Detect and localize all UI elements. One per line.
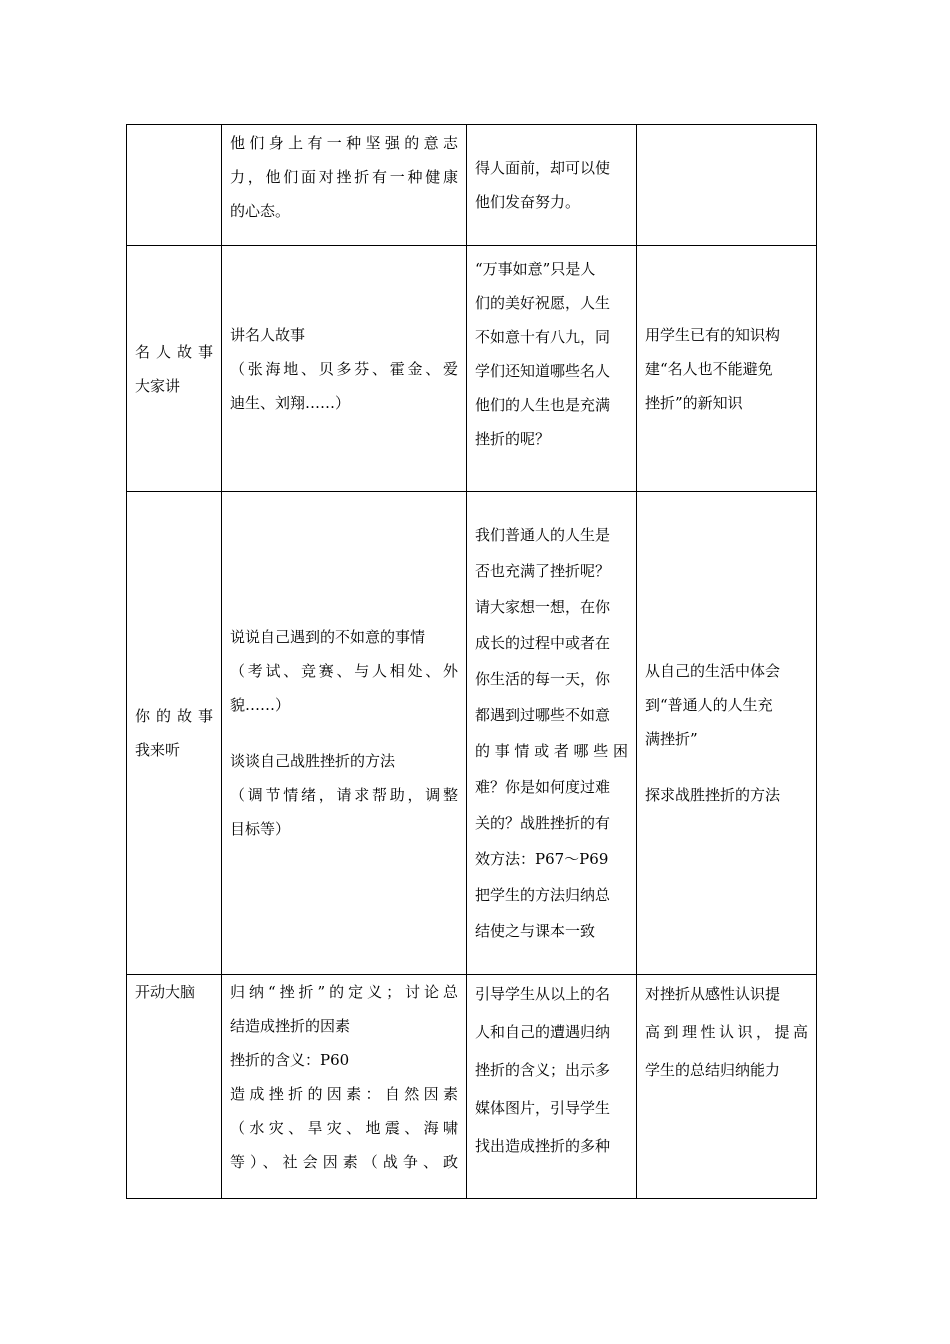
purpose-cell: 用学生已有的知识构 建“名人也不能避免 挫折”的新知识 [637,246,817,492]
guidance-cell: 我们普通人的人生是 否也充满了挫折呢？ 请大家想一想，在你 成长的过程中或者在 你生活的每一天，你 都遇到过哪些不如意 的事情或者哪些困 难？你是如何度过难 关的？战胜挫折的有 效方法：P67～P69 把学生的方法归纳总 结使之与课本一致 [467,492,637,975]
table-row [127,125,817,246]
stage-cell: 名人故事 大家讲 [127,246,222,492]
stage-cell: 开动大脑 [127,975,222,1199]
table-row [127,492,817,975]
activity-cell: 讲名人故事 （张海地、贝多芬、霍金、爱 迪生、刘翔……） [222,246,467,492]
activity-cell: 他们身上有一种坚强的意志 力，他们面对挫折有一种健康 的心态。 [222,125,467,246]
stage-cell: 你的故事 我来听 [127,492,222,975]
table-row [127,246,817,492]
activity-cell: 归纳“挫折”的定义；讨论总 结造成挫折的因素 挫折的含义：P60 造成挫折的因素：自然因素 （水灾、旱灾、地震、海啸 等）、社会因素（战争、政 [222,975,467,1199]
purpose-cell [637,125,817,246]
stage-cell [127,125,222,246]
activity-cell: 说说自己遇到的不如意的事情 （考试、竞赛、与人相处、外 貌……） 谈谈自己战胜挫折的方法 （调节情绪，请求帮助，调整 目标等） [222,492,467,975]
lesson-plan-table [126,124,817,1199]
purpose-cell: 对挫折从感性认识提 高到理性认识，提高 学生的总结归纳能力 [637,975,817,1199]
guidance-cell: “万事如意”只是人 们的美好祝愿，人生 不如意十有八九，同 学们还知道哪些名人 他们的人生也是充满 挫折的呢？ [467,246,637,492]
guidance-cell: 得人面前，却可以使 他们发奋努力。 [467,125,637,246]
table-row [127,975,817,1199]
guidance-cell: 引导学生从以上的名 人和自己的遭遇归纳 挫折的含义；出示多 媒体图片，引导学生 找出造成挫折的多种 [467,975,637,1199]
purpose-cell: 从自己的生活中体会 到“普通人的人生充 满挫折” 探求战胜挫折的方法 [637,492,817,975]
